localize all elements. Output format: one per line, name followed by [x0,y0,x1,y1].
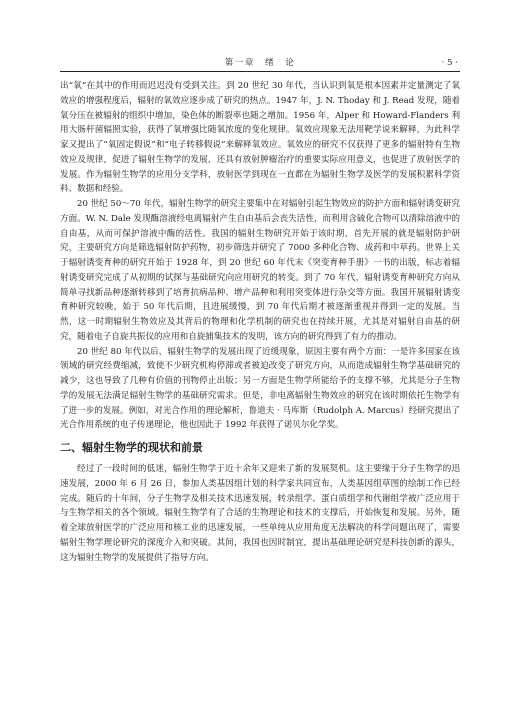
paragraph-1950s-1970s: 20 世纪 50～70 年代，辐射生物学的研究主要集中在对辐射引起生物效应的防护方面和辐射诱变研究方面。W. N. Dale 发现酶溶液经电离辐射产生自由基后会丧失活性，而利用含硫化合物可以清除溶液中的自由基，从而可保护溶液中酶的活性。我国的辐射生物研究开始于该时期，首先开展的就是辐射防护研究，主要研究方向是筛选辐射防护药物，初步筛选并研究了 7000 多种化合物、成药和中草药。世界上关于辐射诱变育种的研究开始于 1928 年，到 20 世纪 60 年代末《突变育种手册》一书的出版，标志着辐射诱变研究完成了从初期的试探与基础研究向应用研究的转变。到了 70 年代，辐射诱变育种研究方向从简单寻找新品种逐渐转移到了培育抗病品种、增产品种和利用突变体进行杂交等方面。我国开展辐射诱变育种研究较晚，始于 50 年代后期，且进展缓慢，到 70 年代后期才被逐渐重视并得到一定的发展。当然，这一时期辐射生物效应及其背后的物理和化学机制的研究也在持续开展，尤其是对辐射自由基的研究，随着电子自旋共振仪的应用和自旋捕集技术的发明，该方向的研究得到了有力的推动。 [60,199,460,342]
paragraph-current-status: 经过了一段时间的低迷，辐射生物学于近十余年又迎来了新的发展契机。这主要缘于分子生物学的迅速发展，2000 年 6 月 26 日，参加人类基因组计划的科学家共同宣布，人类基因组草图的绘制工作已经完成。随后的十年间，分子生物学及相关技术迅速发展，转录组学、蛋白质组学和代谢组学被广泛应用于与生物学相关的各个领域。辐射生物学有了合适的生物理论和技术的支撑后，开始恢复和发展。另外，随着全球放射医学的广泛应用和核工业的迅速发展，一些单纯从应用角度无法解决的科学问题出现了，需要辐射生物学理论研究的深度介入和突破。其间，我国也因时制宜，提出基础理论研究是科技创新的源头，这为辐射生物学的发展提供了指导方向。 [60,464,460,563]
running-header [60,56,460,70]
chapter-title: 第一章 绪 论 [224,58,296,68]
header-divider [60,71,460,72]
body-text [60,79,460,565]
paragraph-1980s: 20 世纪 80 年代以后，辐射生物学的发展出现了近缓现象，原因主要有两个方面：一是许多国家在该领域的研究经费缩减，致使不少研究机构停滞或者被迫改变了研究方向，从而造成辐射生物学基础研究的减少，这也导致了几种有价值的刊物停止出版；另一方面是生物学所能给予的支撑不够，尤其是分子生物学的发展无法满足辐射生物学的基础研究需求。但是，非电离辐射生物效应的研究在该时期依托生物学有了进一步的发展。例如，对光合作用的理论解析，鲁道夫 · 马库斯（Rudolph A. Marcus）经研究提出了光合作用系统的电子传递理论，他也因此于 1992 年获得了诺贝尔化学奖。 [60,346,460,431]
paragraph-oxygen-effect: 出“氧”在其中的作用而迟迟没有受到关注。到 20 世纪 30 年代，当认识到氧是根本因素并定量测定了氧效应的增强程度后，辐射的氧效应逐步成了研究的热点。1947 年，J. N. Thoday 和 J. Read 发现，随着氧分压在被辐射的组织中增加，染色体的断裂率也随之增加。1956 年，Alper 和 Howard-Flanders 利用大肠杆菌辐照实验，获得了氧增强比随氧浓度的变化规律。氧效应现象无法用靶学说来解释，为此科学家又提出了“氧固定假说”和“电子转移假说”来解释氧效应。氧效应的研究不仅获得了更多的辐射特有生物效应及规律，促进了辐射生物学的发展，还具有放射肿瘤治疗的重要实际应用意义，也促进了放射医学的发展。作为辐射生物学的应用分支学科，放射医学到现在一直都在为辐射生物学及医学的发展积累科学资料、数据和经验。 [60,81,460,195]
page-number: · 5 · [441,58,458,68]
section-heading: 二、辐射生物学的现状和前景 [60,441,203,454]
